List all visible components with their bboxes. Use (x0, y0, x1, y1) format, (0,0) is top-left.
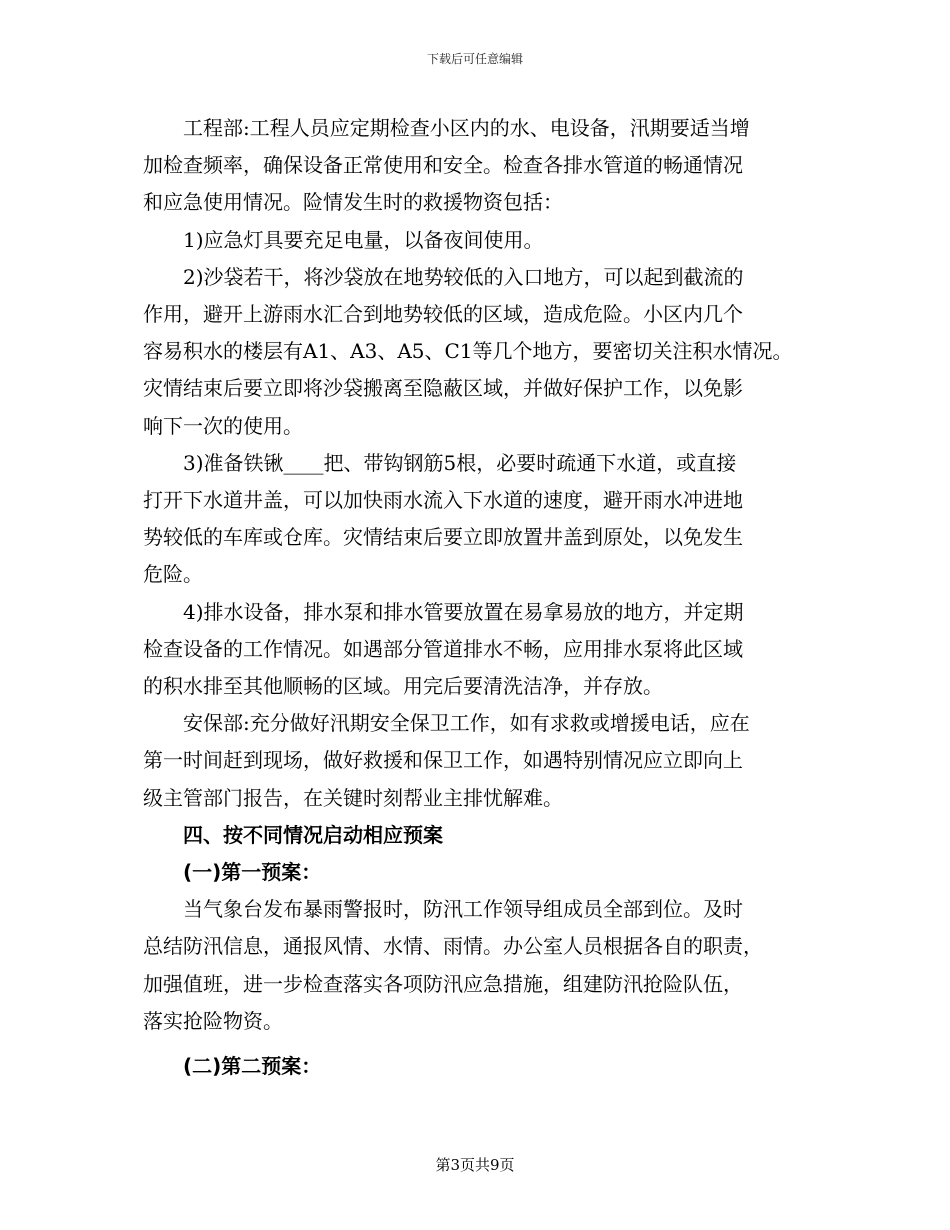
paragraph-line: 安保部:充分做好汛期安全保卫工作，如有求救或增援电话，应在 (183, 711, 750, 736)
paragraph-item-4 (143, 594, 823, 706)
page-header (0, 51, 950, 67)
paragraph-line: 势较低的车库或仓库。灾情结束后要立即放置井盖到原处，以免发生 (143, 525, 743, 550)
paragraph-line: 作用，避开上游雨水汇合到地势较低的区域，造成危险。小区内几个 (143, 302, 743, 327)
paragraph-line: 容易积水的楼层有A1、A3、A5、C1等几个地方，要密切关注积水情况。 (143, 339, 793, 364)
paragraph-line: 加检查频率，确保设备正常使用和安全。检查各排水管道的畅通情况 (143, 153, 743, 178)
plan-two-heading: (二)第二预案： (183, 1054, 322, 1079)
header-text: 下载后可任意编辑 (426, 52, 523, 66)
paragraph-line: 1)应急灯具要充足电量，以备夜间使用。 (183, 227, 544, 252)
page-number: 第3页共9页 (435, 1156, 515, 1174)
paragraph-line: 级主管部门报告，在关键时刻帮业主排忧解难。 (143, 785, 563, 810)
paragraph-line: 总结防汛信息，通报风情、水情、雨情。办公室人员根据各自的职责， (143, 934, 763, 959)
section-heading: 四、按不同情况启动相应预案 (183, 822, 443, 847)
paragraph-line: 打开下水道井盖，可以加快雨水流入下水道的速度，避开雨水冲进地 (143, 488, 743, 513)
paragraph-security (143, 705, 823, 817)
paragraph-line: 灾情结束后要立即将沙袋搬离至隐蔽区域，并做好保护工作，以免影 (143, 376, 743, 401)
paragraph-line: 危险。 (143, 562, 203, 587)
page-footer (0, 1155, 950, 1175)
plan-one-heading: (一)第一预案： (183, 860, 322, 885)
paragraph-item-2 (143, 259, 823, 445)
paragraph-line: 落实抢险物资。 (143, 1008, 283, 1033)
paragraph-line: 工程部:工程人员应定期检查小区内的水、电设备，汛期要适当增 (183, 116, 750, 140)
paragraph-line: 加强值班，进一步检查落实各项防汛应急措施，组建防汛抢险队伍， (143, 971, 743, 996)
paragraph-line: 3)准备铁锹____把、带钩钢筋5根，必要时疏通下水道，或直接 (183, 450, 737, 475)
document-body (143, 110, 823, 1085)
paragraph-line: 的积水排至其他顺畅的区域。用完后要清洗洁净，并存放。 (143, 674, 663, 699)
paragraph-line: 第一时间赶到现场，做好救援和保卫工作，如遇特别情况应立即向上 (143, 748, 743, 773)
paragraph-plan-one (143, 891, 823, 1040)
paragraph-line: 4)排水设备，排水泵和排水管要放置在易拿易放的地方，并定期 (183, 599, 744, 624)
paragraph-item-3 (143, 445, 823, 594)
paragraph-line: 响下一次的使用。 (143, 413, 303, 438)
paragraph-engineering (143, 110, 823, 222)
paragraph-line: 2)沙袋若干，将沙袋放在地势较低的入口地方，可以起到截流的 (183, 264, 744, 289)
paragraph-line: 当气象台发布暴雨警报时，防汛工作领导组成员全部到位。及时 (183, 897, 743, 922)
paragraph-line: 检查设备的工作情况。如遇部分管道排水不畅，应用排水泵将此区域 (143, 636, 743, 661)
paragraph-item-1 (143, 222, 823, 259)
paragraph-line: 和应急使用情况。险情发生时的救援物资包括： (143, 190, 563, 215)
